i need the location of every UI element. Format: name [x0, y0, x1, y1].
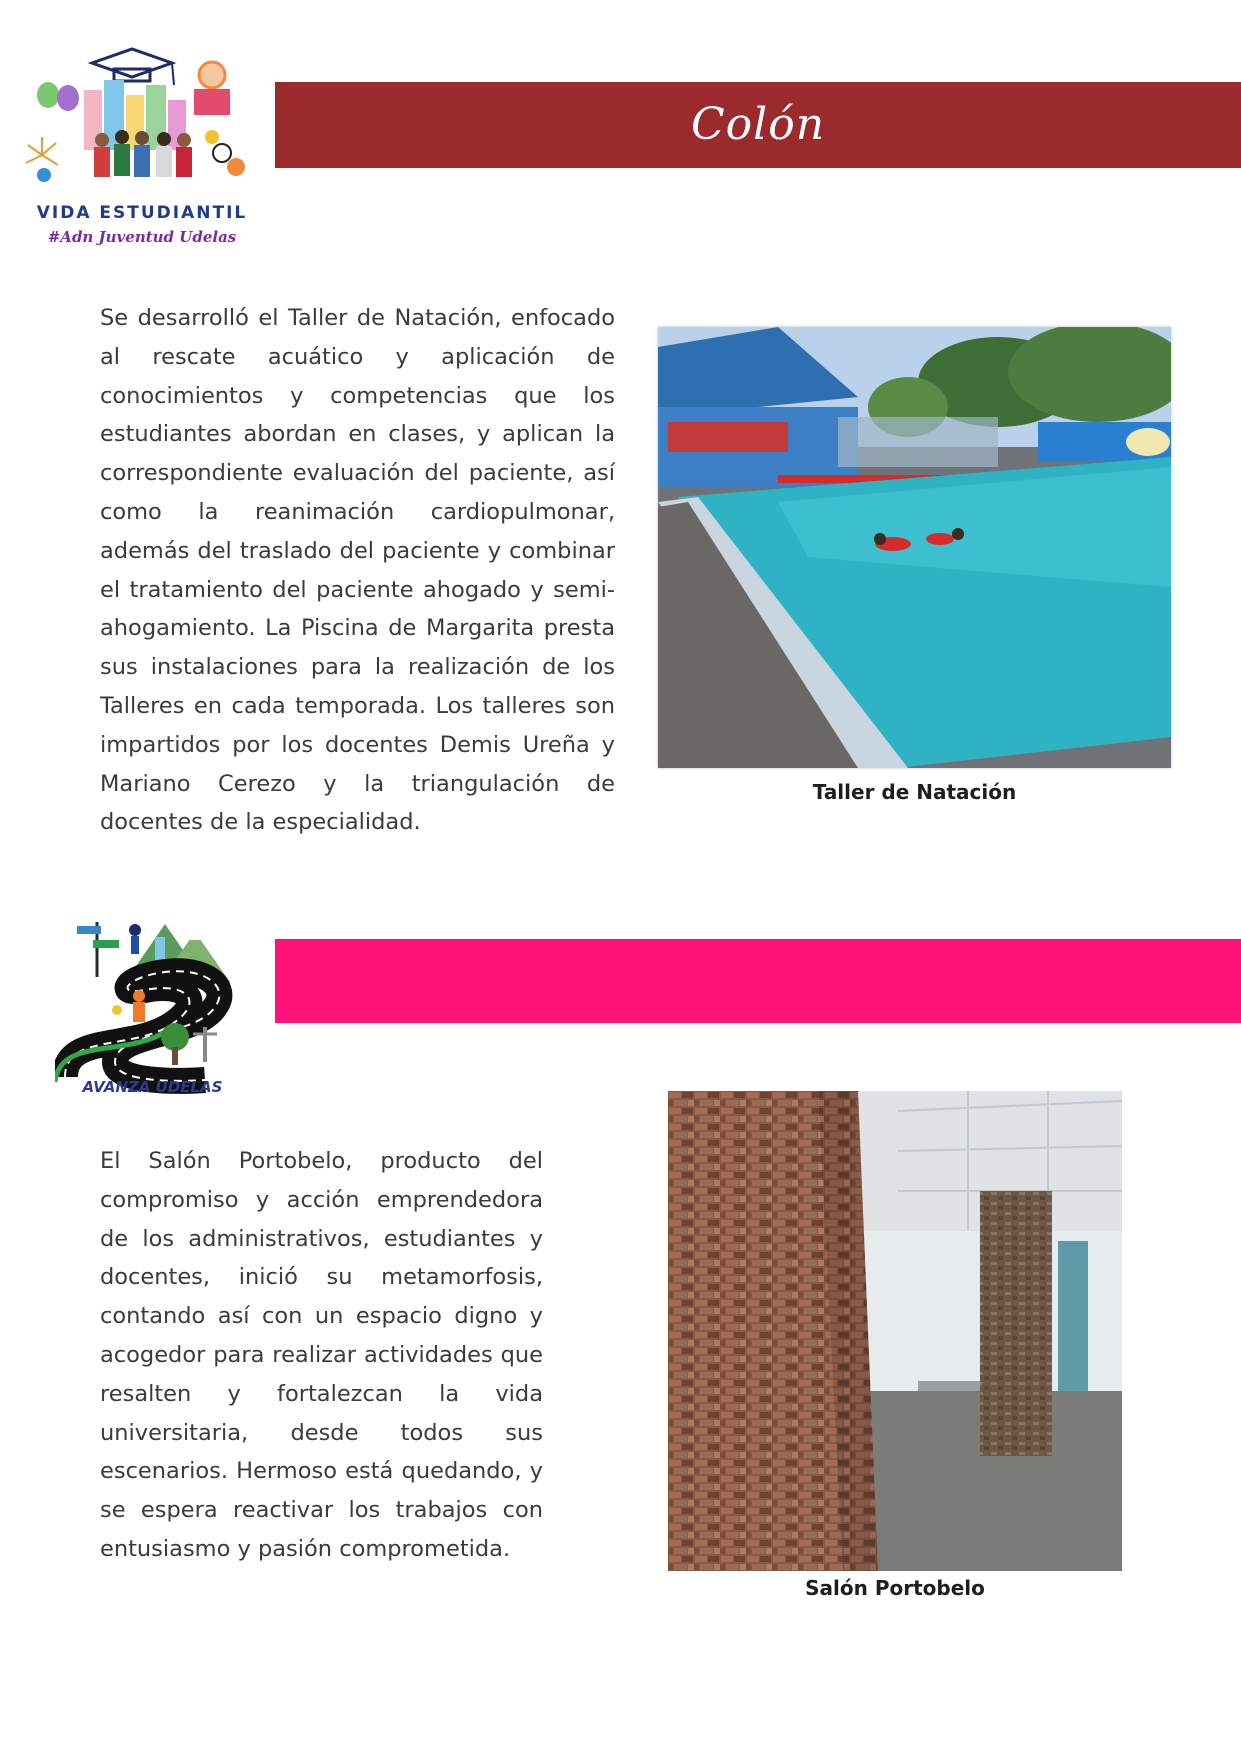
- section-title: Colón: [690, 99, 826, 150]
- section-title-bar: [275, 82, 1241, 168]
- avanza-udelas-logo: [55, 912, 250, 1117]
- logo-caption-avanza-udelas: AVANZA UDELAS: [82, 1078, 223, 1096]
- paragraph-salon-portobelo: El Salón Portobelo, producto del compromiso y acción emprendedora de los administrativos, estudiantes y docentes, inició su metamorfosis, contando así con un espacio digno y acogedor para realizar actividades que resalten y fortalezcan la vida universitaria, desde todos sus escenarios. Hermoso está quedando, y se espera reactivar los trabajos con entusiasmo y pasión comprometida.: [100, 1148, 543, 1562]
- logo-caption-vida-estudiantil: VIDA ESTUDIANTIL: [36, 203, 248, 223]
- photo-caption-taller-natacion: Taller de Natación: [812, 780, 1017, 804]
- salon-portobelo-photo: [668, 1091, 1122, 1571]
- logo-caption-hashtag: #Adn Juventud Udelas: [47, 228, 237, 246]
- photo-taller-natacion: [658, 327, 1171, 768]
- section-accent-bar: [275, 939, 1241, 1023]
- photo-caption-salon-portobelo: Salón Portobelo: [805, 1576, 985, 1600]
- swimming-pool-photo: [658, 327, 1171, 768]
- vida-estudiantil-logo-art: [22, 45, 262, 215]
- paragraph-taller-natacion: Se desarrolló el Taller de Natación, enfocado al rescate acuático y aplicación de conocimientos y competencias que los estudiantes abordan en clases, y aplican la correspondiente evaluación del paciente, así como la reanimación cardiopulmonar, además del traslado del paciente y combinar el tratamiento del paciente ahogado y semi-ahogamiento. La Piscina de Margarita presta sus instalaciones para la realización de los Talleres en cada temporada. Los talleres son impartidos por los docentes Demis Ureña y Mariano Cerezo y la triangulación de docentes de la especialidad.: [100, 305, 615, 836]
- vida-estudiantil-logo: [22, 45, 262, 260]
- photo-salon-portobelo: [668, 1091, 1122, 1571]
- avanza-udelas-logo-art: [55, 912, 250, 1097]
